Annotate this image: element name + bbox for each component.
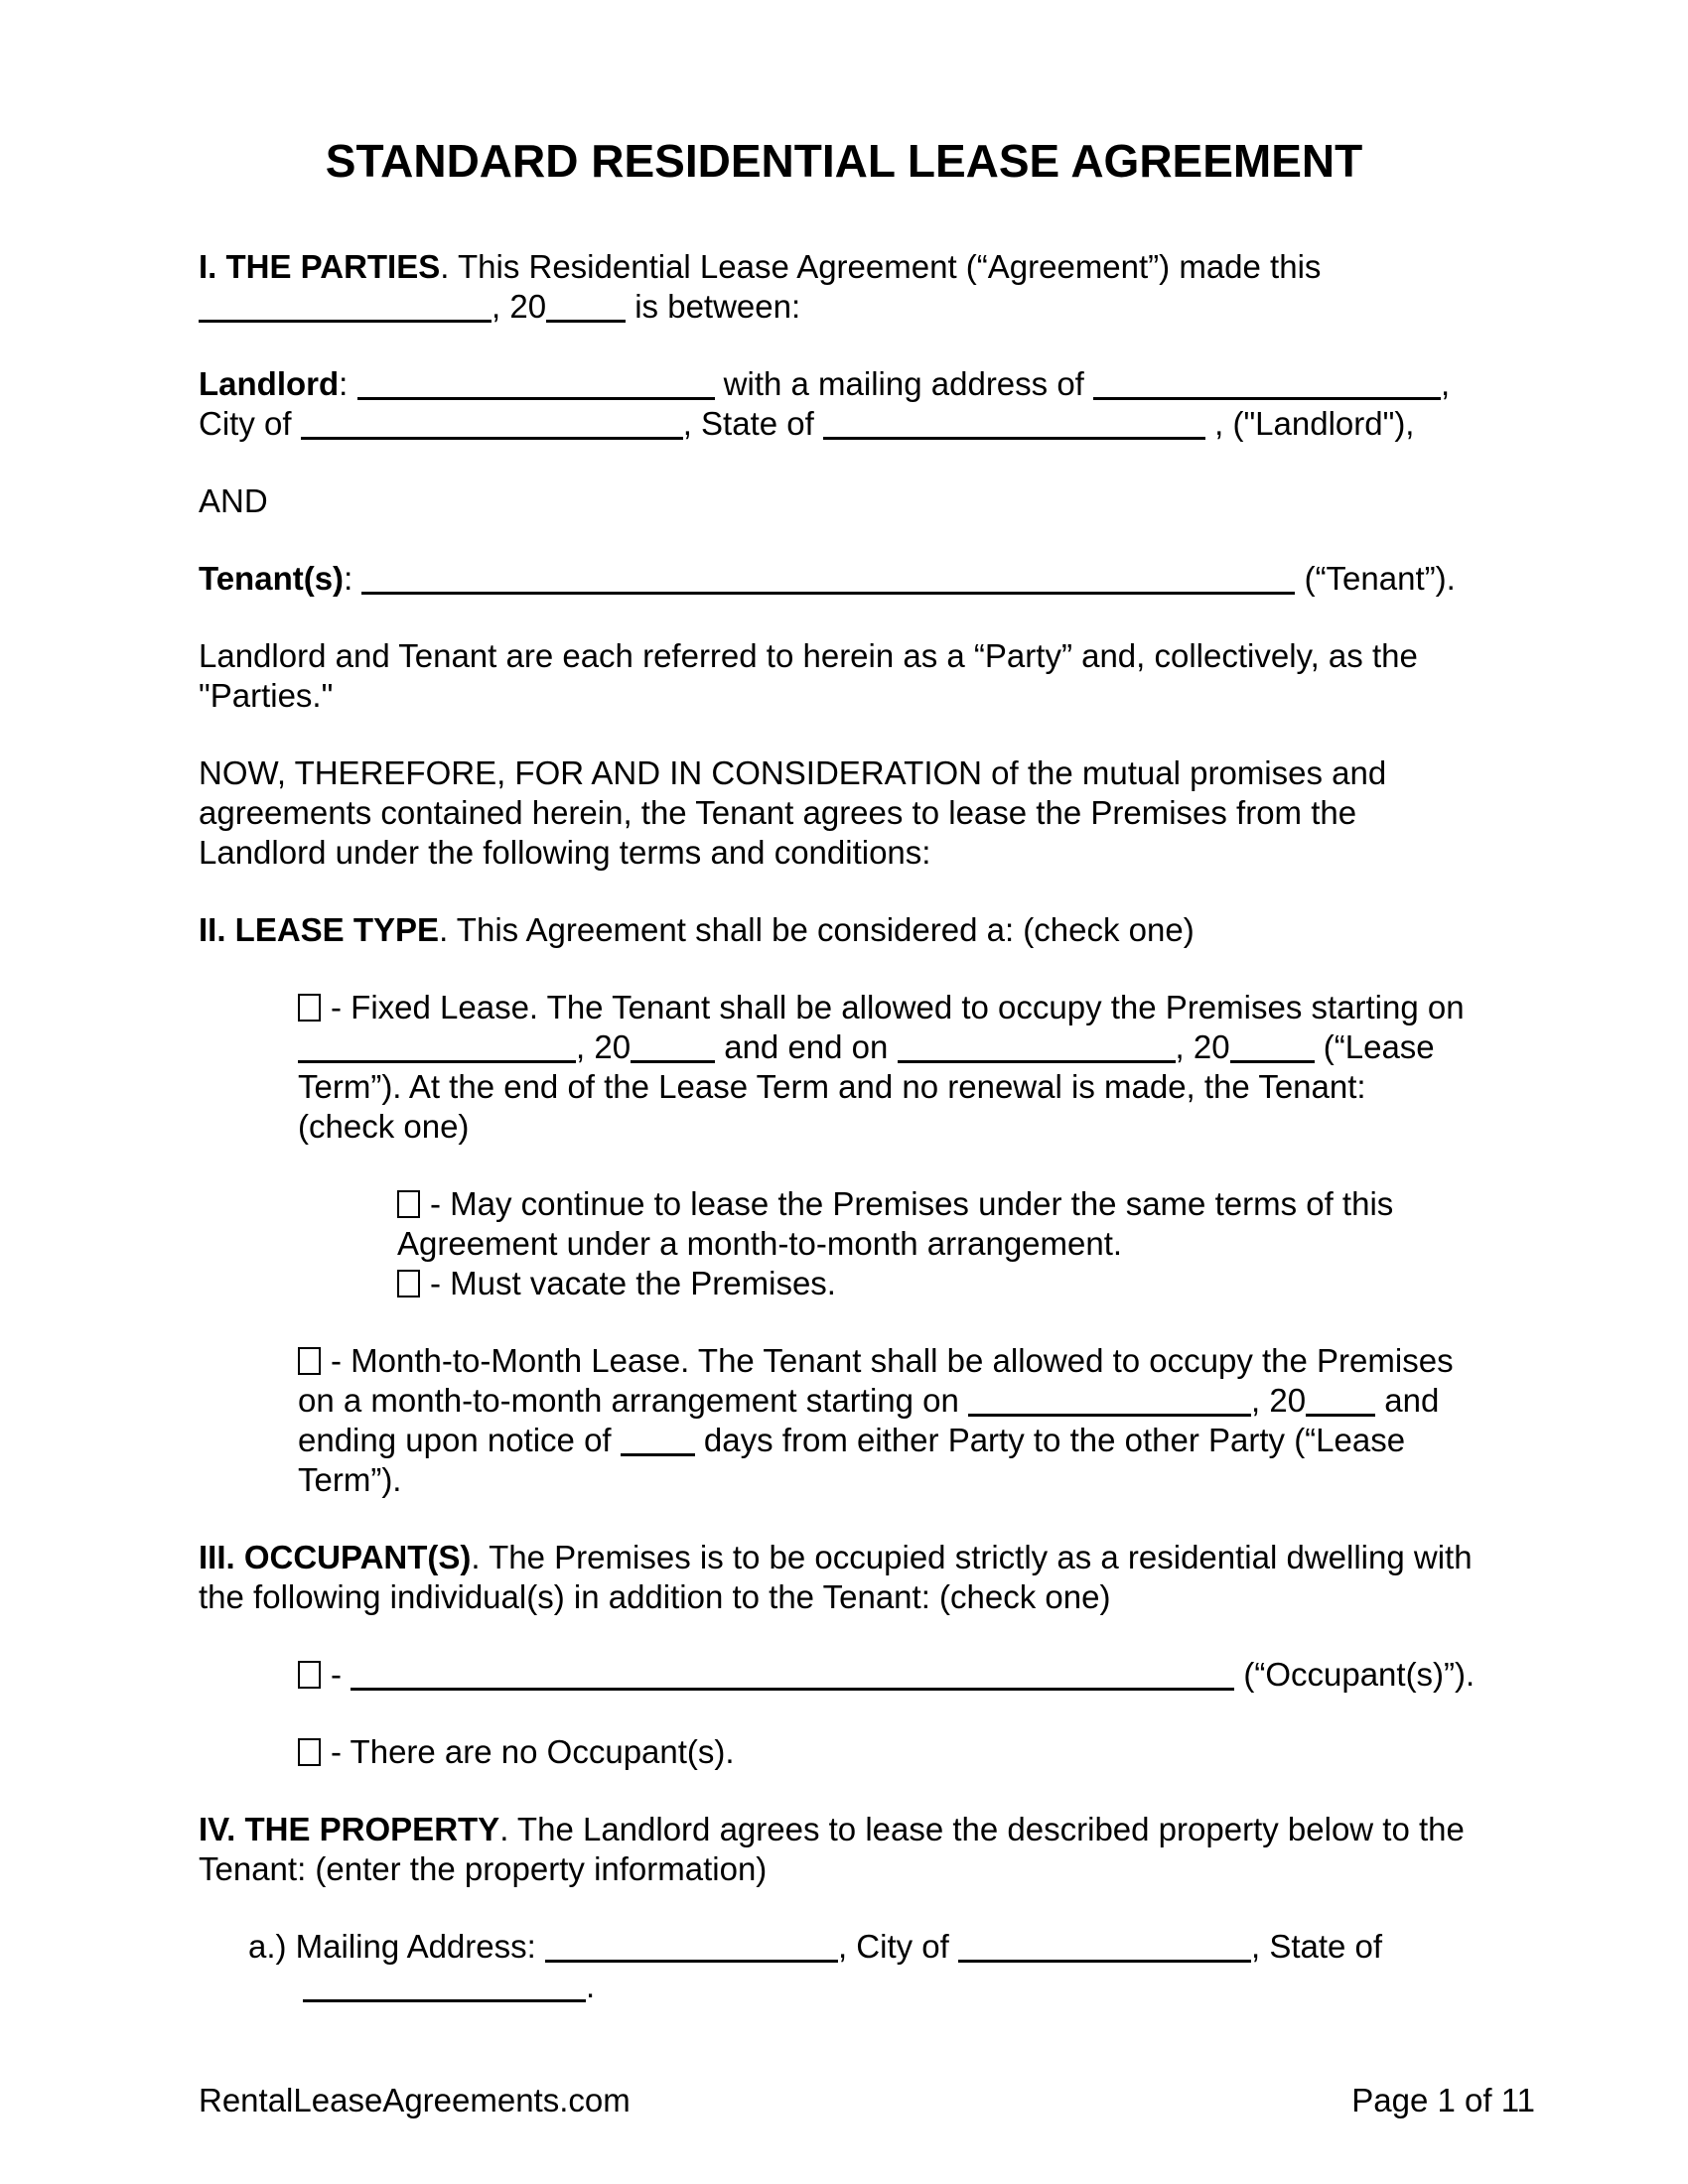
blank-fixed-start-year[interactable] [631,1050,715,1063]
fixed-lease-line1: - Fixed Lease. The Tenant shall be allowed to occupy the Premises starting on [331,989,1465,1025]
consideration-line1: NOW, THEREFORE, FOR AND IN CONSIDERATION of the mutual promises and [199,754,1387,791]
and-conjunction-para [199,481,1489,521]
blank-landlord-city[interactable] [301,427,683,440]
landlord-colon: : [339,365,357,402]
section-parties-heading: I. THE PARTIES [199,248,441,285]
collective-text-line1: Landlord and Tenant are each referred to herein as a “Party” and, collectively, as the [199,637,1418,674]
tenant-clause [199,559,1489,599]
landlord-address-text: with a mailing address of [714,365,1094,402]
checkbox-must-vacate[interactable] [397,1270,420,1297]
fixed-start-year-prefix: , 20 [576,1028,632,1065]
checkbox-occupants-named[interactable] [298,1661,321,1689]
consideration-line3: Landlord under the following terms and conditions: [199,834,931,871]
blank-m2m-start-date[interactable] [968,1404,1251,1417]
mailing-address-label: a.) Mailing Address: [248,1928,545,1965]
blank-m2m-notice-days[interactable] [621,1443,695,1456]
fixed-lease-check-one: (check one) [298,1108,470,1145]
blank-fixed-end-year[interactable] [1230,1050,1315,1063]
lease-type-heading: II. LEASE TYPE [199,911,440,948]
section-occupants-heading [199,1538,1489,1617]
option-vacate-text: - Must vacate the Premises. [430,1265,836,1301]
section-property-heading [199,1810,1489,1889]
tenant-label: Tenant(s) [199,560,345,597]
option-occupants-named [298,1655,1489,1695]
footer-site-link[interactable]: RentalLeaseAgreements.com [199,2082,631,2118]
blank-property-state[interactable] [303,1989,586,2002]
occupants-heading: III. OCCUPANT(S) [199,1539,472,1575]
blank-property-city[interactable] [958,1950,1251,1963]
lease-type-heading-rest: . This Agreement shall be considered a: (check one) [439,911,1195,948]
month-to-month-option [298,1341,1489,1500]
option-continue-line2: Agreement under a month-to-month arrangement. [397,1225,1123,1262]
option-must-vacate [397,1264,1489,1303]
collective-text-line2: "Parties." [199,677,334,714]
checkbox-month-to-month-lease[interactable] [298,1347,321,1375]
option-continue-line1: - May continue to lease the Premises under the same terms of this [430,1185,1394,1222]
fixed-lease-option [298,988,1489,1147]
option-no-occupants [298,1732,1489,1772]
fixed-lease-term-open: (“Lease [1314,1028,1435,1065]
blank-m2m-start-year[interactable] [1306,1404,1375,1417]
blank-landlord-address[interactable] [1093,387,1441,400]
consideration-line2: agreements contained herein, the Tenant agrees to lease the Premises from the [199,794,1357,831]
property-heading: IV. THE PROPERTY [199,1811,500,1847]
m2m-line1: - Month-to-Month Lease. The Tenant shall be allowed to occupy the Premises [331,1342,1454,1379]
agreement-year-prefix: , 20 [492,288,547,325]
property-heading-rest: . The Landlord agrees to lease the described property below to the [499,1811,1465,1847]
parties-collective-para [199,636,1489,716]
landlord-label: Landlord [199,365,340,402]
page-footer [199,2081,1535,2120]
footer-page-number: Page 1 of 11 [1351,2082,1535,2118]
property-mailing-address-item [248,1927,1489,2006]
blank-agreement-year[interactable] [546,310,626,323]
landlord-state-label: , State of [682,405,823,442]
m2m-term-close: Term”). [298,1461,402,1498]
blank-agreement-date[interactable] [199,310,492,323]
section-parties-intro-text: . This Residential Lease Agreement (“Agreement”) made this [440,248,1322,285]
occupants-named-dash: - [331,1656,352,1693]
blank-landlord-state[interactable] [823,427,1205,440]
occupants-heading-line2: the following individual(s) in addition to the Tenant: (check one) [199,1578,1111,1615]
blank-fixed-end-date[interactable] [898,1050,1176,1063]
occupants-heading-rest: . The Premises is to be occupied strictly as a residential dwelling with [471,1539,1473,1575]
blank-fixed-start-date[interactable] [298,1050,576,1063]
occupants-designation: (“Occupant(s)”). [1234,1656,1476,1693]
no-occupants-text: - There are no Occupant(s). [331,1733,735,1770]
blank-tenant-names[interactable] [361,582,1295,595]
checkbox-fixed-lease[interactable] [298,994,321,1022]
option-continue-month-to-month [397,1184,1489,1264]
tenant-designation: (“Tenant”). [1295,560,1456,597]
tenant-colon: : [344,560,362,597]
property-state-label: , State of [1251,1928,1383,1965]
fixed-end-text: and end on [715,1028,898,1065]
page-title: STANDARD RESIDENTIAL LEASE AGREEMENT [325,135,1363,187]
landlord-clause [199,364,1489,444]
section-lease-type-heading [199,910,1489,950]
consideration-para [199,753,1489,873]
checkbox-continue-month-to-month[interactable] [397,1190,420,1218]
property-state-period: . [586,1968,596,2004]
property-city-label: , City of [837,1928,958,1965]
landlord-line-comma: , [1441,365,1451,402]
m2m-notice-rest: days from either Party to the other Party (“Lease [694,1422,1406,1458]
property-heading-line2: Tenant: (enter the property information) [199,1850,768,1887]
section-parties-intro [199,247,1489,327]
fixed-end-year-prefix: , 20 [1175,1028,1230,1065]
landlord-designation: , ("Landlord"), [1204,405,1415,442]
document-body [199,0,1489,2044]
checkbox-no-occupants[interactable] [298,1738,321,1766]
landlord-city-label: City of [199,405,301,442]
m2m-and-text: and [1375,1382,1440,1419]
m2m-start-text: on a month-to-month arrangement starting on [298,1382,969,1419]
m2m-notice-text: ending upon notice of [298,1422,621,1458]
agreement-between-text: is between: [626,288,801,325]
blank-landlord-name[interactable] [357,387,715,400]
blank-occupant-names[interactable] [351,1678,1234,1691]
and-conjunction: AND [199,482,268,519]
blank-property-address[interactable] [545,1950,838,1963]
fixed-lease-line3: Term”). At the end of the Lease Term and no renewal is made, the Tenant: [298,1068,1366,1105]
m2m-year-prefix: , 20 [1251,1382,1307,1419]
